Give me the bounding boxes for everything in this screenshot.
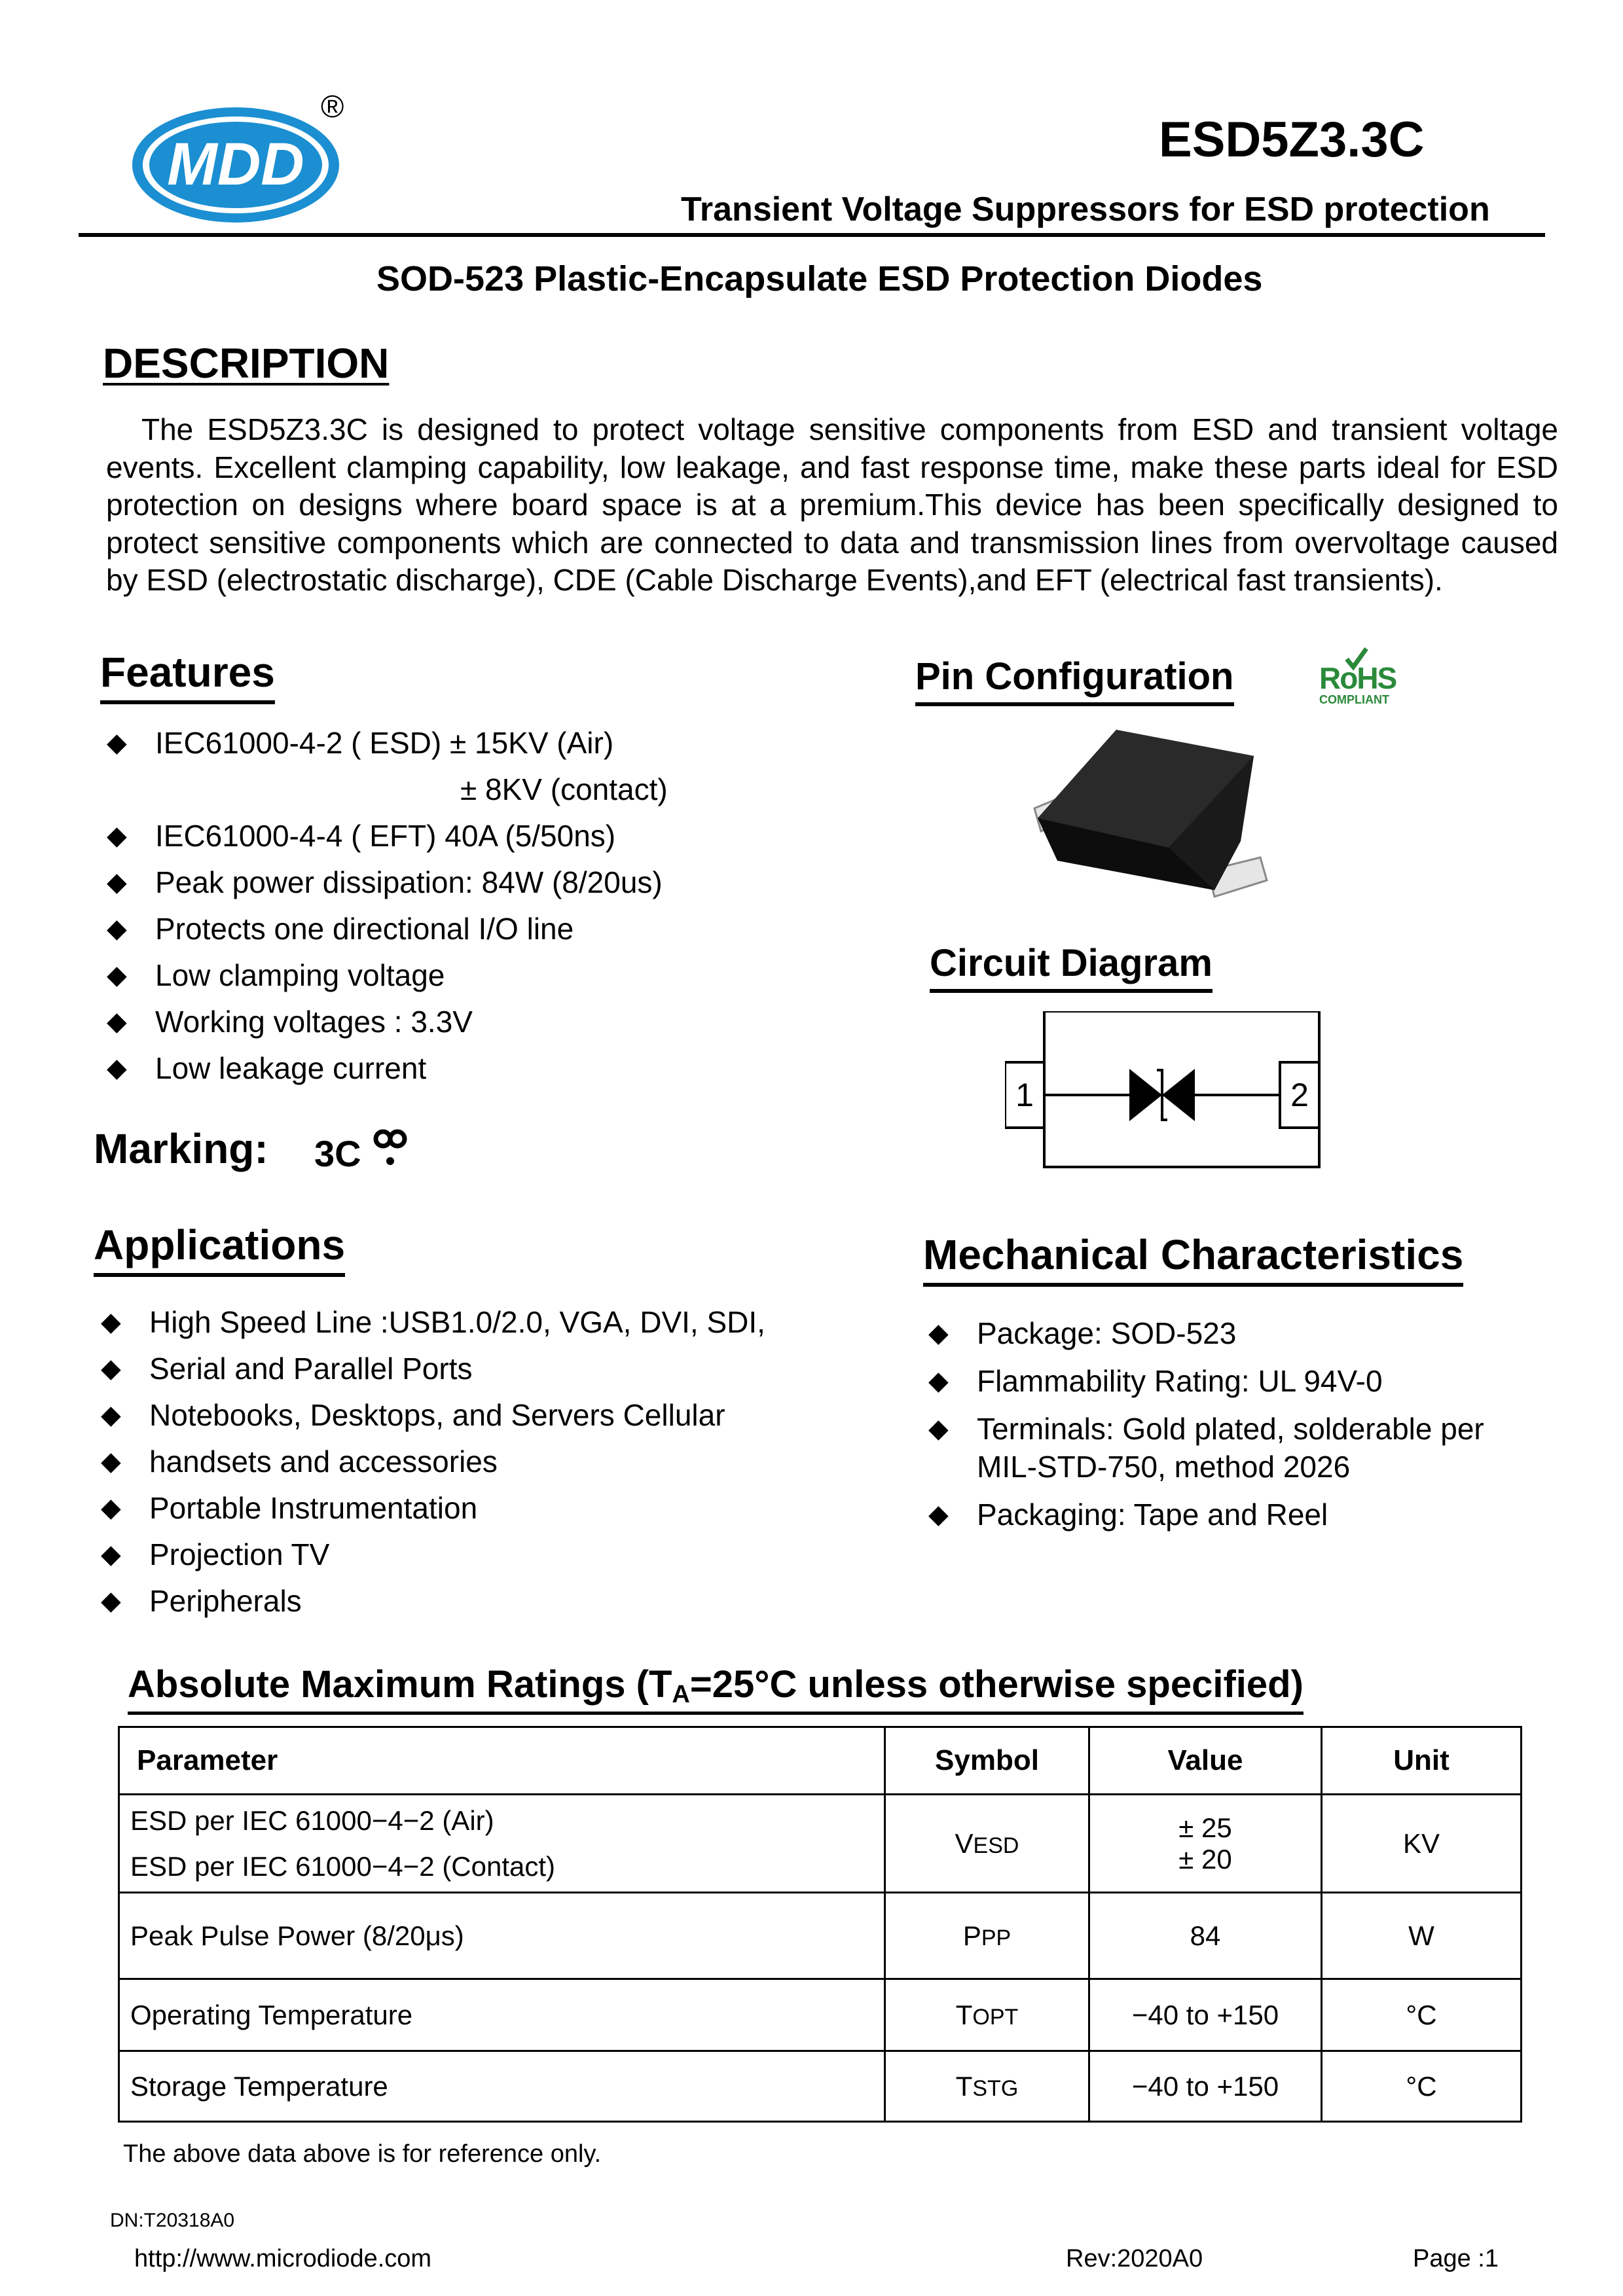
mdd-logo	[128, 92, 344, 236]
list-item: ◆ Peak power dissipation: 84W (8/20us)	[107, 865, 663, 899]
part-number: ESD5Z3.3C	[1159, 112, 1425, 168]
diamond-bullet-icon: ◆	[101, 1587, 121, 1615]
table-header-row	[119, 1727, 1522, 1795]
table-row	[119, 1795, 1522, 1893]
list-item: ◆ Terminals: Gold plated, solderable per MIL-STD-750, method 2026	[923, 1410, 1552, 1486]
page-number: Page :1	[1413, 2245, 1499, 2272]
marking-symbol-icon	[371, 1124, 410, 1170]
table-cell: −40 to +150	[1089, 2051, 1322, 2122]
list-item: ◆ Notebooks, Desktops, and Servers Cellular	[101, 1398, 725, 1432]
list-item: ◆ Packaging: Tape and Reel	[923, 1496, 1552, 1534]
diamond-bullet-icon: ◆	[107, 821, 127, 850]
table-cell: Peak Pulse Power (8/20μs)	[119, 1893, 885, 1979]
list-item: ◆ Projection TV	[101, 1537, 330, 1571]
list-item: ◆ Protects one directional I/O line	[107, 912, 574, 946]
diamond-bullet-icon: ◆	[101, 1401, 121, 1429]
circuit-diagram-heading: Circuit Diagram	[930, 941, 1213, 993]
mechanical-list	[923, 1314, 1552, 1543]
diamond-bullet-icon: ◆	[928, 1319, 949, 1348]
table-cell: Operating Temperature	[119, 1979, 885, 2051]
list-item: ◆ Low leakage current	[107, 1051, 427, 1085]
diode-right-icon	[1162, 1069, 1195, 1121]
table-cell: °C	[1322, 2051, 1522, 2122]
diamond-bullet-icon: ◆	[107, 728, 127, 757]
table-row	[119, 2051, 1522, 2122]
list-item: ◆ Flammability Rating: UL 94V-0	[923, 1362, 1552, 1400]
description-heading: DESCRIPTION	[103, 340, 390, 387]
ratings-heading: Absolute Maximum Ratings ($T_A=25^\circ C$ unless otherwise specified)	[128, 1662, 1304, 1715]
diamond-bullet-icon: ◆	[101, 1354, 121, 1383]
table-cell: KV	[1322, 1795, 1522, 1893]
table-cell: TOPT	[885, 1979, 1089, 2051]
list-item: ◆ IEC61000-4-4 ( EFT) 40A (5/50ns)	[107, 819, 616, 853]
marking-label: Marking:	[94, 1125, 268, 1172]
list-item: ◆ Low clamping voltage	[107, 958, 445, 992]
diamond-bullet-icon: ◆	[101, 1447, 121, 1476]
diamond-bullet-icon: ◆	[101, 1308, 121, 1336]
applications-list	[96, 1304, 765, 1630]
table-row	[119, 1893, 1522, 1979]
table-cell: °C	[1322, 1979, 1522, 2051]
list-item: ± 8KV (contact)	[460, 772, 668, 806]
features-list	[101, 725, 668, 1097]
table-cell: ± 25 ± 20	[1089, 1795, 1322, 1893]
marking-text: 3C	[314, 1133, 361, 1174]
table-cell: W	[1322, 1893, 1522, 1979]
diamond-bullet-icon: ◆	[928, 1367, 949, 1395]
table-cell: 84	[1089, 1893, 1322, 1979]
diamond-bullet-icon: ◆	[107, 961, 127, 990]
table-cell: TSTG	[885, 2051, 1089, 2122]
list-item: ◆ handsets and accessories	[101, 1444, 498, 1479]
table-cell: ESD per IEC 61000−4−2 (Air) ESD per IEC 61000−4−2 (Contact)	[119, 1795, 885, 1893]
mechanical-heading: Mechanical Characteristics	[923, 1230, 1463, 1287]
logo-text: MDD	[167, 131, 304, 198]
list-item: ◆ Peripherals	[101, 1584, 302, 1618]
doc-number: DN:T20318A0	[110, 2210, 235, 2231]
features-heading: Features	[100, 648, 275, 704]
list-item: ◆ Serial and Parallel Ports	[101, 1352, 473, 1386]
column-header: Value	[1089, 1727, 1322, 1795]
marking-code	[314, 1124, 410, 1175]
column-header: Symbol	[885, 1727, 1089, 1795]
table-cell: Storage Temperature	[119, 2051, 885, 2122]
website-link[interactable]: http://www.microdiode.com	[134, 2245, 432, 2272]
pin-configuration-heading: Pin Configuration	[915, 655, 1234, 706]
rohs-label: RoHS	[1319, 661, 1396, 695]
diamond-bullet-icon: ◆	[107, 914, 127, 943]
circuit-diagram	[1005, 1011, 1332, 1168]
diamond-bullet-icon: ◆	[101, 1540, 121, 1569]
applications-heading: Applications	[94, 1221, 345, 1277]
list-item: ◆ Package: SOD-523	[923, 1314, 1552, 1352]
registered-mark: ®	[321, 90, 344, 124]
rohs-badge	[1319, 645, 1411, 707]
column-header: Unit	[1322, 1727, 1522, 1795]
reference-note: The above data above is for reference only.	[123, 2140, 602, 2168]
ratings-table	[118, 1726, 1522, 2123]
table-cell: VESD	[885, 1795, 1089, 1893]
list-item: ◆ Portable Instrumentation	[101, 1491, 478, 1525]
document-subtitle: Transient Voltage Suppressors for ESD protection	[681, 190, 1490, 228]
list-item: ◆ High Speed Line :USB1.0/2.0, VGA, DVI, SDI,	[101, 1305, 765, 1339]
diamond-bullet-icon: ◆	[107, 1007, 127, 1036]
list-item: ◆ Working voltages : 3.3V	[107, 1005, 473, 1039]
table-cell: PPP	[885, 1893, 1089, 1979]
header-divider	[79, 233, 1545, 237]
list-item: ◆ IEC61000-4-2 ( ESD) ± 15KV (Air)	[107, 726, 614, 760]
table-cell: −40 to +150	[1089, 1979, 1322, 2051]
diamond-bullet-icon: ◆	[101, 1494, 121, 1522]
column-header: Parameter	[119, 1727, 885, 1795]
sod523-package-image	[1018, 730, 1280, 926]
pin-1-label: 1	[1015, 1077, 1034, 1113]
diode-left-icon	[1129, 1069, 1162, 1121]
diamond-bullet-icon: ◆	[107, 868, 127, 897]
pin-2-label: 2	[1290, 1077, 1309, 1113]
revision: Rev:2020A0	[1066, 2245, 1203, 2272]
diamond-bullet-icon: ◆	[107, 1054, 127, 1083]
diamond-bullet-icon: ◆	[928, 1414, 949, 1443]
diamond-bullet-icon: ◆	[928, 1500, 949, 1529]
table-row	[119, 1979, 1522, 2051]
package-title: SOD-523 Plastic-Encapsulate ESD Protection Diodes	[376, 259, 1263, 298]
rohs-sublabel: COMPLIANT	[1319, 693, 1389, 706]
description-text: The ESD5Z3.3C is designed to protect voltage sensitive components from ESD and transient voltage events. Excellent clamping capability, low leakage, and fast response time, make these parts ideal for ESD protection on designs where board space is at a premium.This device has been specifically designed to protect sensitive components which are connected to data and transmission lines from overvoltage caused by ESD (electrostatic discharge), CDE (Cable Discharge Events),and EFT (electrical fast transients).	[106, 412, 1558, 597]
